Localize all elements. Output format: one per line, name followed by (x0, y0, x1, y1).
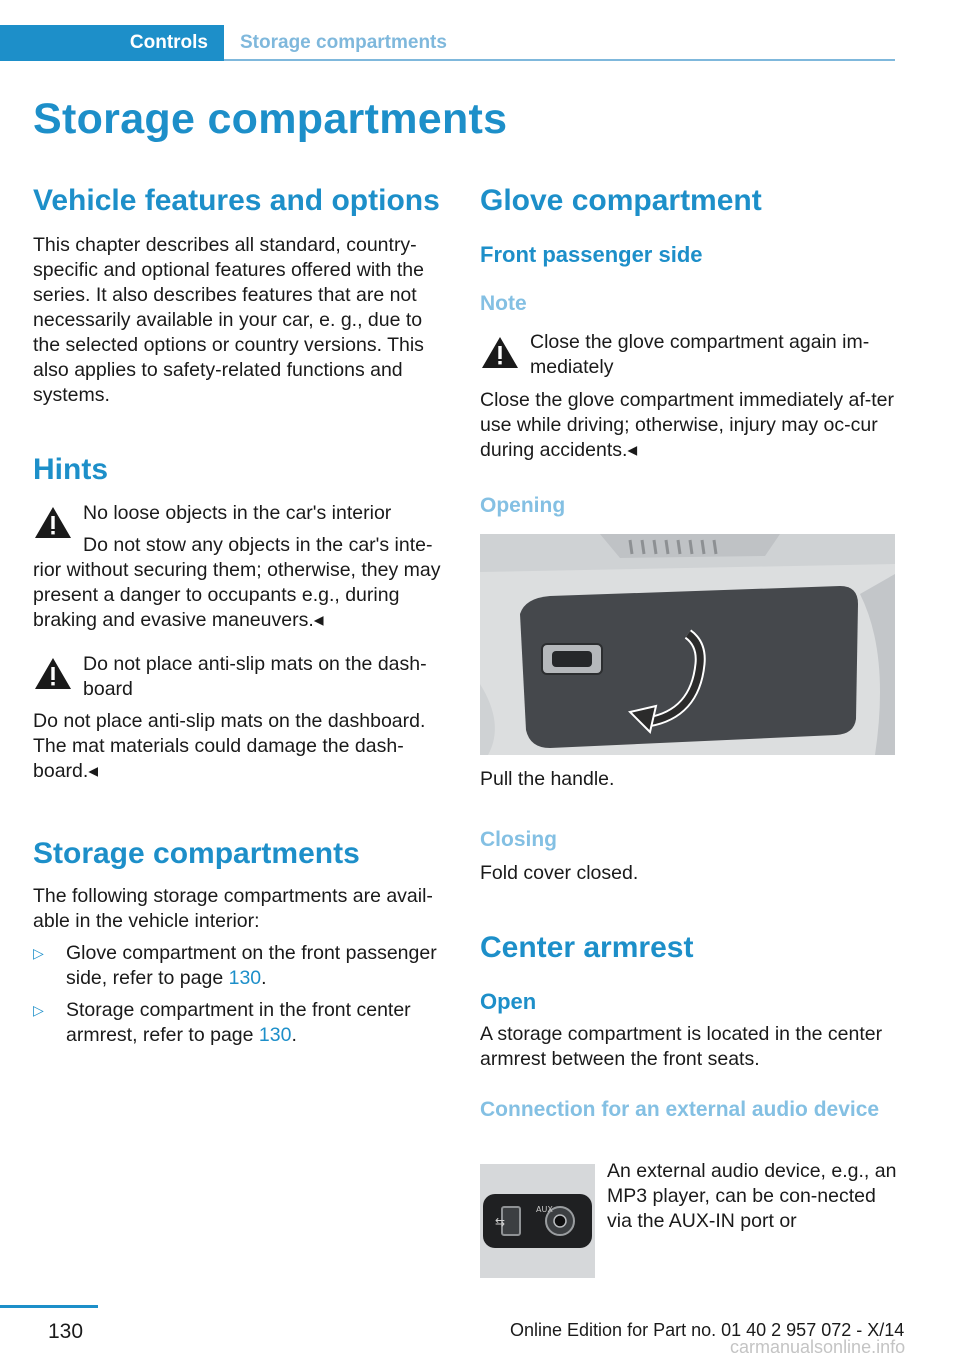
storage-intro: The following storage compartments are avail-able in the vehicle interior: (33, 885, 433, 932)
open-heading: Open (480, 989, 537, 1014)
glove-compartment-heading: Glove compartment (480, 184, 762, 217)
header-tab-bar (0, 25, 895, 61)
glove-warning-body: Close the glove compartment immediately af-ter use while driving; otherwise, injury may oc-cur during accidents.◂ (480, 389, 895, 461)
front-passenger-side-heading: Front passenger side (480, 242, 703, 267)
warning1-first-line: Do not stow any objects in the car's inte- (83, 534, 433, 556)
page-number: 130 (48, 1320, 84, 1343)
vehicle-features-body: This chapter describes all standard, country-specific and optional features offered with the series. It also describes features that are not necessarily available in your car, e. g., due to the selected options or country versions. This also applies to safety-related functions and systems. (33, 234, 424, 406)
tab-controls[interactable]: Controls (0, 25, 224, 61)
footer-accent-line (0, 1305, 98, 1308)
hints-heading: Hints (33, 453, 108, 486)
bullet-text: Glove compartment on the front passenger side, refer to page 130. (66, 942, 437, 989)
page-link[interactable]: 130 (258, 1024, 292, 1046)
bullet-text: Storage compartment in the front center armrest, refer to page 130. (66, 999, 411, 1046)
warning2-body: Do not place anti-slip mats on the dashboard. The mat materials could damage the dash-board.◂ (33, 710, 426, 782)
watermark: carmanualsonline.info (730, 1337, 906, 1357)
tab-storage-compartments[interactable]: Storage compartments (240, 32, 447, 53)
warning-triangle-icon (33, 505, 73, 541)
closing-text: Fold cover closed. (480, 862, 639, 884)
closing-heading: Closing (480, 828, 557, 851)
warning2-title: Do not place anti-slip mats on the dash-board (83, 653, 427, 700)
warning1-body: rior without securing them; otherwise, they may present a danger to occupants e.g., during braking and evasive maneuvers.◂ (33, 559, 441, 631)
opening-heading: Opening (480, 494, 566, 517)
tab-underline (224, 59, 895, 61)
page-link[interactable]: 130 (228, 967, 262, 989)
edition-text: Online Edition for Part no. 01 40 2 957 072 - X/14 (510, 1320, 905, 1340)
glove-compartment-photo (480, 534, 895, 755)
opening-text: Pull the handle. (480, 768, 615, 790)
svg-text:⇆: ⇆ (495, 1215, 506, 1229)
warning1-title: No loose objects in the car's interior (83, 502, 392, 524)
page-title: Storage compartments (33, 95, 508, 143)
warning-triangle-icon (480, 335, 520, 371)
aux-heading: Connection for an external audio device (480, 1098, 880, 1121)
note-heading: Note (480, 292, 527, 315)
aux-text: An external audio device, e.g., an MP3 player, can be con-nected via the AUX-IN port or (607, 1160, 897, 1232)
open-text: A storage compartment is located in the center armrest between the front seats. (480, 1023, 883, 1070)
bullet-triangle-icon: ▷ (33, 1002, 44, 1018)
vehicle-features-heading: Vehicle features and options (33, 184, 440, 217)
svg-text:AUX: AUX (536, 1205, 553, 1214)
bullet-triangle-icon: ▷ (33, 945, 44, 961)
storage-compartments-heading: Storage compartments (33, 837, 360, 870)
glove-warning-title: Close the glove compartment again im-mediately (530, 331, 870, 378)
warning-triangle-icon (33, 656, 73, 692)
center-armrest-heading: Center armrest (480, 931, 694, 964)
aux-port-photo (480, 1164, 595, 1278)
